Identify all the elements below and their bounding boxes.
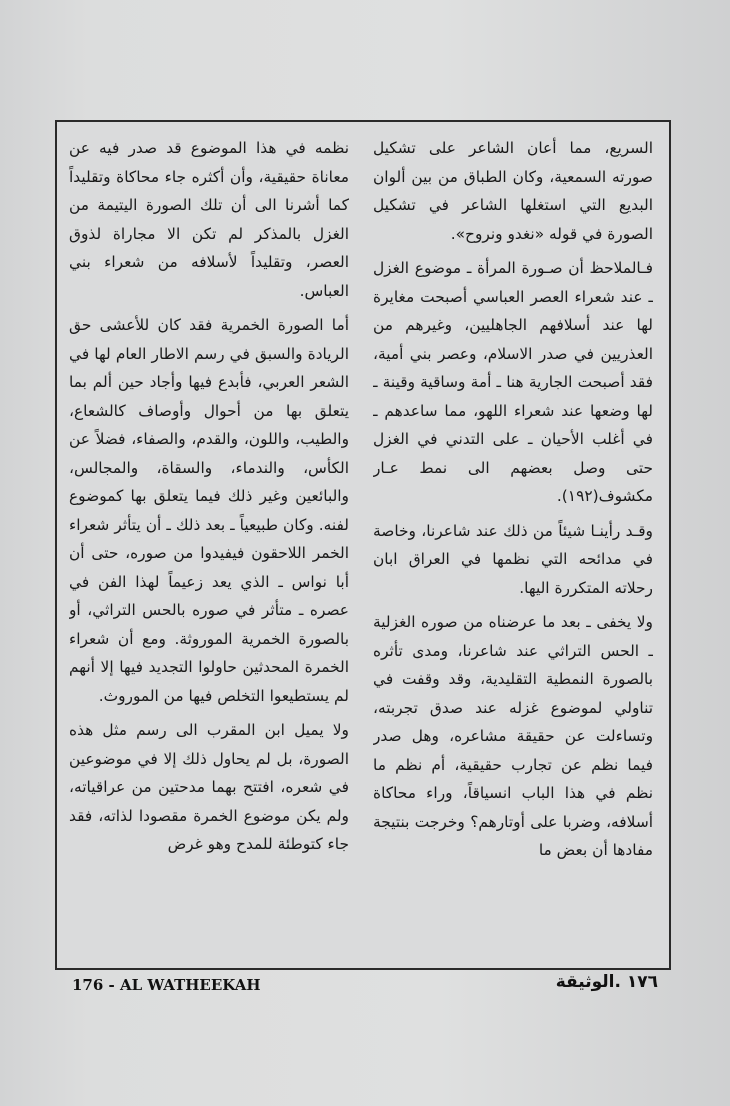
right-column-paragraph-3: وقـد رأينـا شيئاً من ذلك عند شاعرنا، وخاصة في مدائحه التي نظمها في العراق ابان رحلاته المتكررة اليها. [373, 521, 653, 597]
footer-page-number-arabic: ١٧٦ .الوثيقة [555, 972, 658, 992]
footer-page-number-latin: 176 - AL WATHEEKAH [72, 976, 261, 994]
left-column-paragraph-3: ولا يميل ابن المقرب الى رسم مثل هذه الصورة، بل لم يحاول ذلك إلا في موضوعين في شعره، افتتح بهما مدحتين من عراقياته، ولم يكن موضوع الخمرة مقصودا لذاته، فقد جاء كتوطئة للمدح وهو غرض [69, 721, 349, 853]
left-column [69, 134, 349, 960]
left-column-paragraph-2: أما الصورة الخمرية فقد كان للأعشى حق الريادة والسبق في رسم الاطار العام لها في الشعر العربي، فأبدع فيها وأجاد حين ألم بما يتعلق بها من أحوال وأوصاف كالشعاع، والطيب، واللون، والقدم، والصفاء، فضلاً عن الكأس، والندماء، والسقاة، والمجالس، والبائعين وغير ذلك فيما يتعلق بها كموضوع لفنه. وكان طبيعياً ـ بعد ذلك ـ أن يتأثر شعراء الخمر اللاحقون فيفيدوا من صوره، حتى أن أبا نواس ـ الذي يعد زعيماً لهذا الفن في عصره ـ متأثر في صوره بالحس التراثي، أو بالصورة الخمرية الموروثة. ومع أن شعراء الخمرة المحدثين حاولوا التجديد فيها إلا أنهم لم يستطيعوا التخلص فيها من الموروث. [69, 316, 349, 705]
left-column-paragraph-1: نظمه في هذا الموضوع قد صدر فيه عن معاناة حقيقية، وأن أكثره جاء محاكاة وتقليداً كما أشرنا الى أن تلك الصورة اليتيمة من الغزل بالمذكر لم تكن الا مجاراة لذوق العصر، وتقليداً لأسلافه من شعراء بني العباس. [69, 139, 349, 300]
right-column-paragraph-2: فـالملاحظ أن صـورة المرأة ـ موضوع الغزل ـ عند شعراء العصر العباسي أصبحت مغايرة لها عند أسلافهم الجاهليين، وغيرهم من العذريين في صدر الاسلام، وعصر بني أمية، فقد أصبحت الجارية هنا ـ أمة وساقية وقينة ـ لها وضعها عند شعراء اللهو، مما ساعدهم ـ في أغلب الأحيان ـ على التدني في الغزل حتى وصل بعضهم الى نمط عـار مكشوف(١٩٢). [373, 259, 653, 505]
text-frame [55, 120, 671, 970]
right-column-paragraph-4: ولا يخفى ـ بعد ما عرضناه من صوره الغزلية ـ الحس التراثي عند شاعرنا، ومدى تأثره بالصورة النمطية التقليدية، وقد وقفت في تناولي لموضوع غزله عند صدق تجربته، وتساءلت عن حقيقة مشاعره، وهل صدر فيما نظم عن تجارب حقيقية، أم نظم ما نظم في هذا الباب انسياقاً، وراء محاكاة أسلافه، وضربا على أوتارهم؟ وخرجت بنتيجة مفادها أن بعض ما [373, 613, 653, 859]
right-column-paragraph-1: السريع، مما أعان الشاعر على تشكيل صورته السمعية، وكان الطباق من بين ألوان البديع التي استغلها الشاعر في تشكيل الصورة في قوله «نغدو ونروح». [373, 139, 653, 243]
right-column [373, 134, 653, 960]
